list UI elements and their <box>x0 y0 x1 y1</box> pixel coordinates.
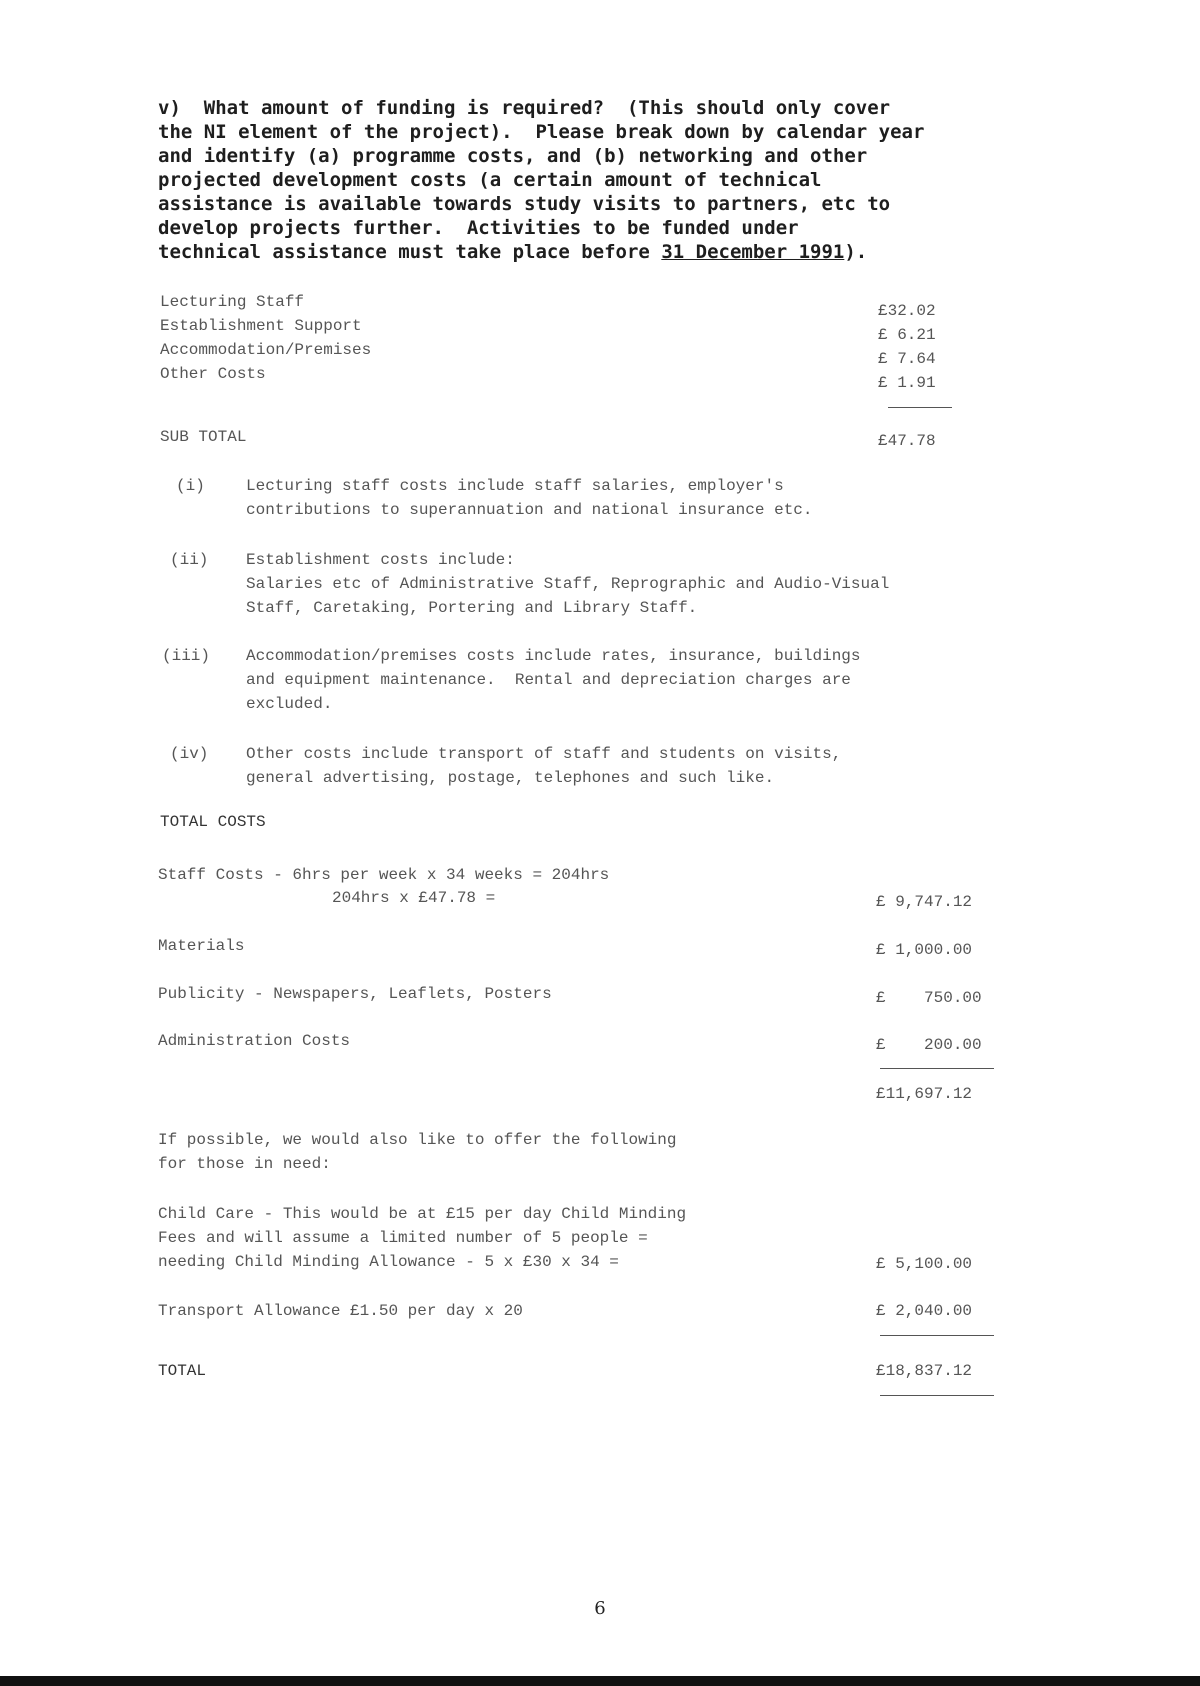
grand-total-label: TOTAL <box>158 1362 207 1380</box>
scan-edge <box>0 1676 1200 1686</box>
page-number: 6 <box>594 1598 606 1619</box>
funding-question <box>158 96 1148 264</box>
administration-label: Administration Costs <box>158 1032 351 1050</box>
publicity-label: Publicity - Newspapers, Leaflets, Posters <box>158 985 552 1003</box>
question-suffix: ). <box>844 241 868 263</box>
costs-total-amount: £11,697.12 <box>876 1085 973 1103</box>
question-text: v) What amount of funding is required? (This should only cover the NI element of the project). Please break down by calendar year and identify (a) programme costs, and (b) networking and other projected development costs (a certain amount of technical assistance is available towards study visits to partners, etc to develop projects further. Activities to be funded under technical assistance must take place before <box>158 97 925 263</box>
grand-total-rule <box>880 1335 994 1336</box>
unit-cost-label: Other Costs <box>160 365 266 383</box>
staff-costs-calc: 204hrs x £47.78 = <box>332 889 496 907</box>
childcare-amount: £ 5,100.00 <box>876 1255 973 1273</box>
note-number: (iii) <box>162 647 211 665</box>
note-text: Accommodation/premises costs include rates, insurance, buildings and equipment maintenance. Rental and depreciation charges are excluded. <box>246 647 861 713</box>
costs-total-rule <box>880 1068 994 1069</box>
unit-cost-amount: £ 6.21 <box>878 326 936 344</box>
materials-amount: £ 1,000.00 <box>876 941 973 959</box>
grand-total-amount: £18,837.12 <box>876 1362 973 1380</box>
unit-cost-amount: £32.02 <box>878 302 936 320</box>
staff-costs-amount: £ 9,747.12 <box>876 893 973 911</box>
materials-label: Materials <box>158 937 245 955</box>
note-text: Lecturing staff costs include staff salaries, employer's contributions to superannuation and national insurance etc. <box>246 477 813 519</box>
unit-cost-amount: £ 1.91 <box>878 374 936 392</box>
transport-label: Transport Allowance £1.50 per day x 20 <box>158 1302 523 1320</box>
note-text: Establishment costs include: Salaries etc of Administrative Staff, Reprographic and Audio-Visual Staff, Caretaking, Portering and Library Staff. <box>246 551 890 617</box>
unit-cost-label: Establishment Support <box>160 317 362 335</box>
note-number: (ii) <box>170 551 209 569</box>
transport-amount: £ 2,040.00 <box>876 1302 973 1320</box>
staff-costs-line: Staff Costs - 6hrs per week x 34 weeks = 204hrs <box>158 866 610 884</box>
unit-cost-label: Accommodation/Premises <box>160 341 372 359</box>
note-number: (iv) <box>170 745 209 763</box>
grand-total-underline <box>880 1395 994 1396</box>
total-costs-heading: TOTAL COSTS <box>160 813 266 831</box>
administration-amount: £ 200.00 <box>876 1036 982 1054</box>
subtotal-label: SUB TOTAL <box>160 428 247 446</box>
publicity-amount: £ 750.00 <box>876 989 982 1007</box>
note-text: Other costs include transport of staff and students on visits, general advertising, postage, telephones and such like. <box>246 745 842 787</box>
unit-cost-amount: £ 7.64 <box>878 350 936 368</box>
note-number: (i) <box>176 477 205 495</box>
deadline-date: 31 December 1991 <box>661 241 845 263</box>
subtotal-amount: £47.78 <box>878 432 936 450</box>
childcare-text: Child Care - This would be at £15 per day Child Minding Fees and will assume a limited number of 5 people = needing Child Minding Allowance - 5 x £30 x 34 = <box>158 1205 687 1271</box>
unit-cost-label: Lecturing Staff <box>160 293 305 311</box>
subtotal-rule <box>888 407 952 408</box>
optional-intro: If possible, we would also like to offer the following for those in need: <box>158 1131 677 1173</box>
